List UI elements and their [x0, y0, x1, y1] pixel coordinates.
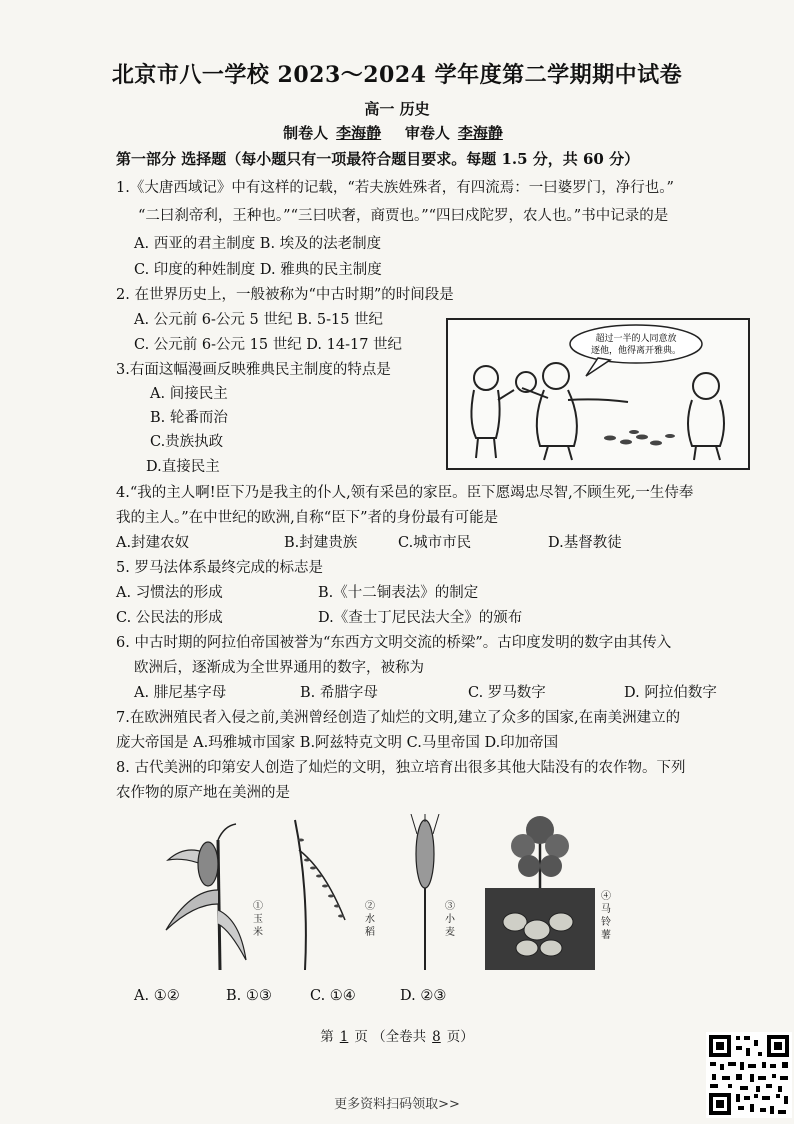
page-total: 8 — [432, 1029, 441, 1045]
q1-line1: 1.《大唐西域记》中有这样的记载，“若夫族姓殊者，有四流焉：一曰婆罗门，净行也。” — [116, 180, 674, 196]
q3-option-d: D.直接民主 — [146, 459, 220, 475]
q4-line1: 4.“我的主人啊!臣下乃是我主的仆人,领有采邑的家臣。臣下愿竭忠尽智,不顾生死,一生侍奉 — [116, 485, 694, 501]
ostracized-figure-right — [688, 373, 724, 460]
plant-label-potato: ④马铃薯 — [601, 891, 611, 941]
page-prefix: 第 — [320, 1029, 334, 1045]
q4-option-c: C.城市市民 — [398, 535, 472, 551]
q4-option-b: B.封建贵族 — [284, 535, 358, 551]
q6-option-c: C. 罗马数字 — [468, 685, 546, 701]
qr-code-image[interactable] — [706, 1032, 792, 1118]
q4-option-a: A.封建农奴 — [116, 535, 190, 551]
exam-title: 北京市八一学校 2023～2024 学年度第二学期期中试卷 — [111, 62, 683, 88]
athens-ostracism-cartoon — [446, 318, 750, 470]
q3-stem: 3.右面这幅漫画反映雅典民主制度的特点是 — [116, 362, 391, 378]
q5-option-b: B.《十二铜表法》的制定 — [318, 585, 479, 601]
exam-subtitle: 高一 历史 — [364, 100, 430, 118]
bubble-text-2: 逐他，他得离开雅典。 — [590, 346, 682, 356]
q6-line1: 6. 中古时期的阿拉伯帝国被誉为“东西方文明交流的桥梁”。古印度发明的数字由其传入 — [116, 635, 672, 651]
crowd-figure-middle — [516, 363, 628, 460]
plant-label-wheat: ③小麦 — [445, 901, 455, 938]
q4-line2: 我的主人。”在中世纪的欧洲,自称“臣下”者的身份最有可能是 — [116, 510, 499, 526]
citizen-figure-left — [471, 366, 514, 458]
page-mid: 页 （全卷共 — [354, 1029, 427, 1045]
more-resources-link[interactable]: 更多资料扫码领取>> — [334, 1097, 460, 1112]
q1-option-a: A. 西亚的君主制度 B. 埃及的法老制度 — [134, 236, 382, 252]
q8-option-b: B. ①③ — [226, 988, 272, 1004]
section-heading: 第一部分 选择题（每小题只有一项最符合题目要求。每题 1.5 分，共 60 分） — [116, 150, 640, 168]
wheat-plant-illustration — [405, 814, 445, 970]
q6-option-b: B. 希腊字母 — [300, 685, 378, 701]
q2-stem: 2. 在世界历史上，一般被称为“中古时期”的时间段是 — [116, 287, 454, 303]
q1-line2: “二曰刹帝利，王种也。”“三曰吠奢，商贾也。”“四曰戍陀罗，农人也。”书中记录的是 — [138, 208, 669, 224]
q6-line2: 欧洲后，逐渐成为全世界通用的数字，被称为 — [134, 660, 424, 676]
q8-option-c: C. ①④ — [310, 988, 356, 1004]
page-current: 1 — [339, 1029, 349, 1045]
q7-line2: 庞大帝国是 A.玛雅城市国家 B.阿兹特克文明 C.马里帝国 D.印加帝国 — [116, 735, 559, 751]
q5-option-a: A. 习惯法的形成 — [116, 585, 223, 601]
q5-stem: 5. 罗马法体系最终完成的标志是 — [116, 560, 323, 576]
q3-option-c: C.贵族执政 — [150, 434, 224, 450]
exam-makers — [0, 122, 794, 143]
crop-illustrations — [150, 810, 650, 980]
reviewer-label: 审卷人 — [404, 124, 450, 142]
q5-option-d: D.《查士丁尼民法大全》的颁布 — [318, 610, 523, 626]
potato-plant-illustration — [485, 810, 595, 970]
plant-label-corn: ①玉米 — [253, 901, 263, 938]
corn-plant-illustration — [160, 820, 250, 970]
q2-option-c: C. 公元前 6-公元 15 世纪 D. 14-17 世纪 — [134, 337, 403, 353]
maker-name: 李海静 — [336, 124, 382, 142]
maker-label: 制卷人 — [283, 124, 329, 142]
reviewer-name: 李海静 — [457, 124, 503, 142]
page-suffix: 页） — [446, 1029, 474, 1045]
q3-option-a: A. 间接民主 — [150, 386, 228, 402]
cartoon-drawing — [448, 320, 744, 464]
q8-option-a: A. ①② — [134, 988, 180, 1004]
q5-option-c: C. 公民法的形成 — [116, 610, 223, 626]
rice-plant-illustration — [285, 810, 365, 970]
q6-option-a: A. 腓尼基字母 — [134, 685, 227, 701]
q8-option-d: D. ②③ — [400, 988, 447, 1004]
q2-option-a: A. 公元前 6-公元 5 世纪 B. 5-15 世纪 — [134, 312, 384, 328]
page-number — [0, 1025, 794, 1045]
q4-option-d: D.基督教徒 — [548, 535, 622, 551]
bubble-text-1: 超过一半的人同意放 — [595, 334, 677, 344]
q3-option-b: B. 轮番而治 — [150, 410, 228, 426]
q8-line2: 农作物的原产地在美洲的是 — [116, 785, 290, 801]
q7-line1: 7.在欧洲殖民者入侵之前,美洲曾经创造了灿烂的文明,建立了众多的国家,在南美洲建立的 — [116, 710, 681, 726]
ostraka-shards — [604, 430, 675, 446]
q1-option-c: C. 印度的种姓制度 D. 雅典的民主制度 — [134, 262, 382, 278]
plant-label-rice: ②水稻 — [365, 901, 375, 938]
qr-code-icon — [706, 1032, 792, 1118]
q8-line1: 8. 古代美洲的印第安人创造了灿烂的文明，独立培育出很多其他大陆没有的农作物。下列 — [116, 760, 686, 776]
q6-option-d: D. 阿拉伯数字 — [624, 685, 717, 701]
